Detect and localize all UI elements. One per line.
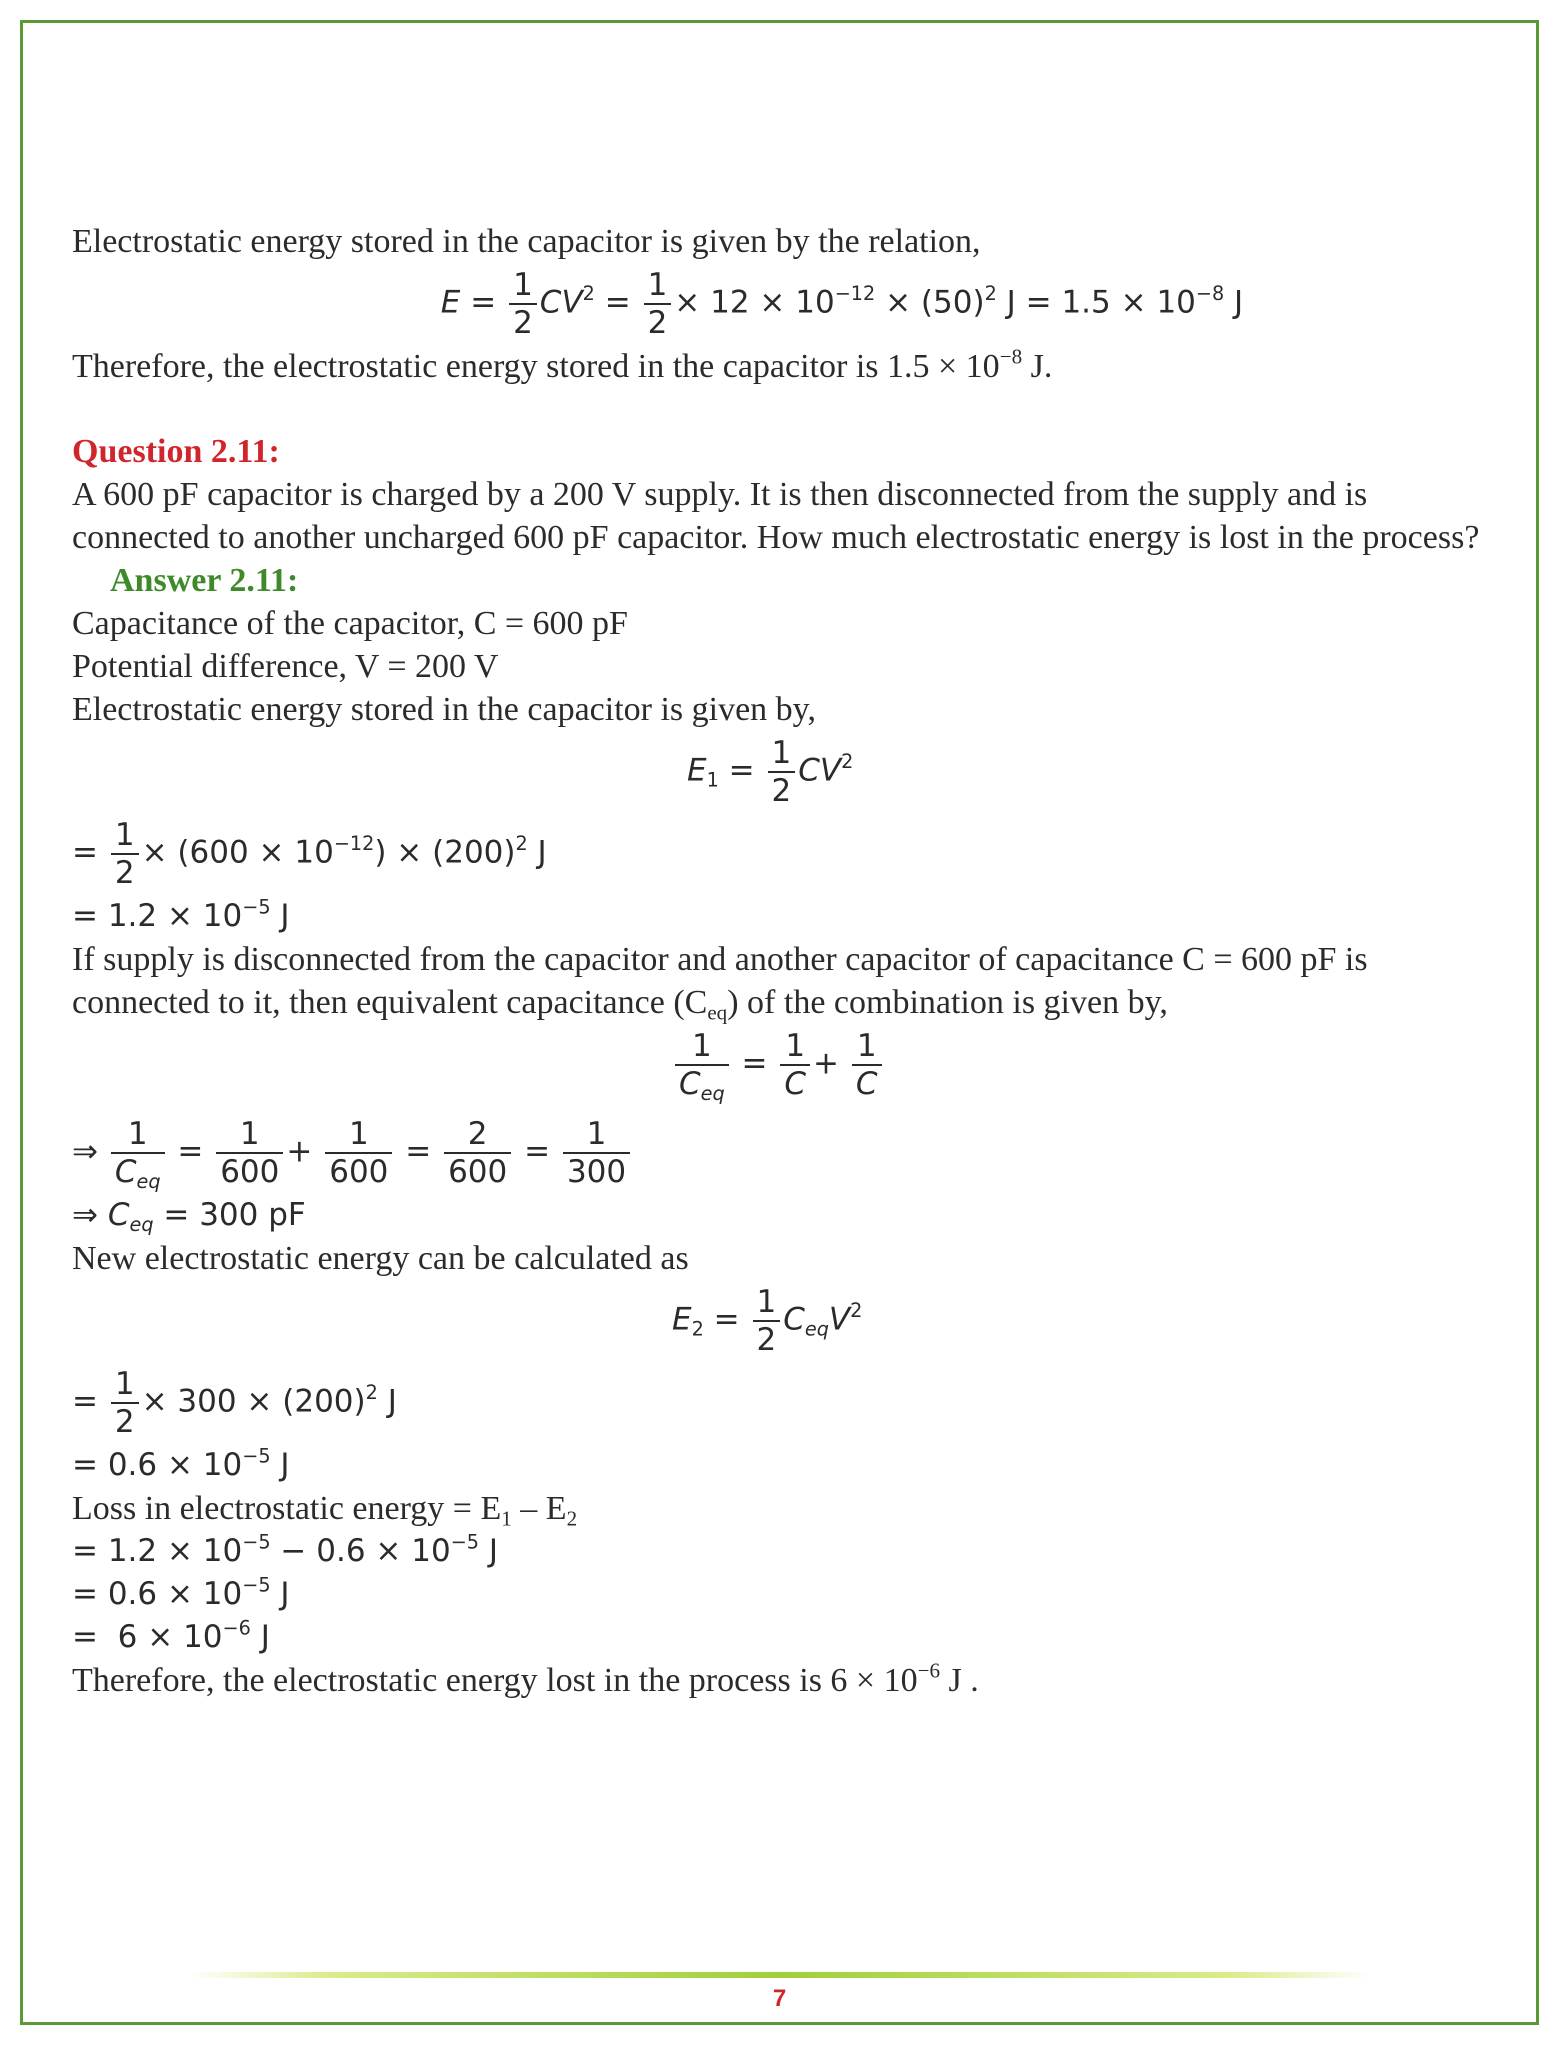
question-text: A 600 pF capacitor is charged by a 200 V supply. It is then disconnected from the supply and is connected to another uncharged 600 pF capacitor. How much electrostatic energy is lost in the process? <box>72 476 1480 556</box>
energy-equation: E = $\frac{1}{2}$ $CV^2$ = $\frac{1}{2}$ × $12 \times 10^{-12} \times (50)^2$ $J = 1.5 \times 10^{-8}$ J <box>440 267 1244 341</box>
e2-substitution: = $\frac{1}{2}$ × $300 \times (200)^2$ J <box>72 1366 397 1440</box>
final-line: Therefore, the electrostatic energy lost in the process is $6 \times 10^{-6}$ J . <box>72 1658 979 1699</box>
capacitance-line: Capacitance of the capacitor, C = 600 pF <box>72 605 628 642</box>
energy-given-line: Electrostatic energy stored in the capacitor is given by, <box>72 691 816 728</box>
answer-title: Answer 2.11: <box>110 562 299 599</box>
e1-substitution: = $\frac{1}{2}$ × $(600 \times 10^{-12}) \times (200)^2$ J <box>72 817 547 891</box>
e2-result: = $0.6 \times 10^{-5}$ J <box>72 1444 290 1483</box>
e1-result: = $1.2 \times 10^{-5}$ J <box>72 895 290 934</box>
therefore-line: Therefore, the electrostatic energy stored in the capacitor is $1.5 \times 10^{-8}$ J. <box>72 344 1053 385</box>
question-title: Question 2.11: <box>72 433 280 470</box>
series-formula: $\frac{1}{C_{eq}}$ = $\frac{1}{C}$ + $\frac{1}{C}$ <box>72 1024 1492 1106</box>
page-content <box>72 220 1492 1702</box>
loss-step-1: = $1.2 \times 10^{-5} - 0.6 \times 10^{-5}$ J <box>72 1530 499 1569</box>
e2-formula: $E_2$ = $\frac{1}{2}$ $C_{eq}V^2$ <box>672 1284 863 1358</box>
loss-text: Loss in electrostatic energy = $E_1 - E_2$ <box>72 1490 578 1531</box>
e1-formula: $E_1$ = $\frac{1}{2}$ $CV^2$ <box>687 735 854 809</box>
series-substitution: ⇒ $\frac{1}{C_{eq}}$ = $\frac{1}{600}$ + $\frac{1}{600}$ = $\frac{2}{600}$ = $\frac{1}{300}$ <box>72 1112 1492 1194</box>
relation-text: Electrostatic energy stored in the capacitor is given by the relation, <box>72 223 981 260</box>
page-number: 7 <box>772 1985 787 2012</box>
new-energy-text: New electrostatic energy can be calculated as <box>72 1240 689 1277</box>
loss-step-3: = $6 \times 10^{-6}$ J <box>72 1616 270 1655</box>
potential-line: Potential difference, V = 200 V <box>72 648 499 685</box>
ceq-result: ⇒ $C_{eq} = 300$ pF <box>72 1197 306 1236</box>
loss-step-2: = $0.6 \times 10^{-5}$ J <box>72 1573 290 1612</box>
footer-divider <box>190 1972 1370 1978</box>
disconnect-text: If supply is disconnected from the capacitor and another capacitor of capacitance C = 600 pF is connected to it, then equivalent capacitance $(C_{eq})$ of the combination is given by, <box>72 941 1368 1025</box>
